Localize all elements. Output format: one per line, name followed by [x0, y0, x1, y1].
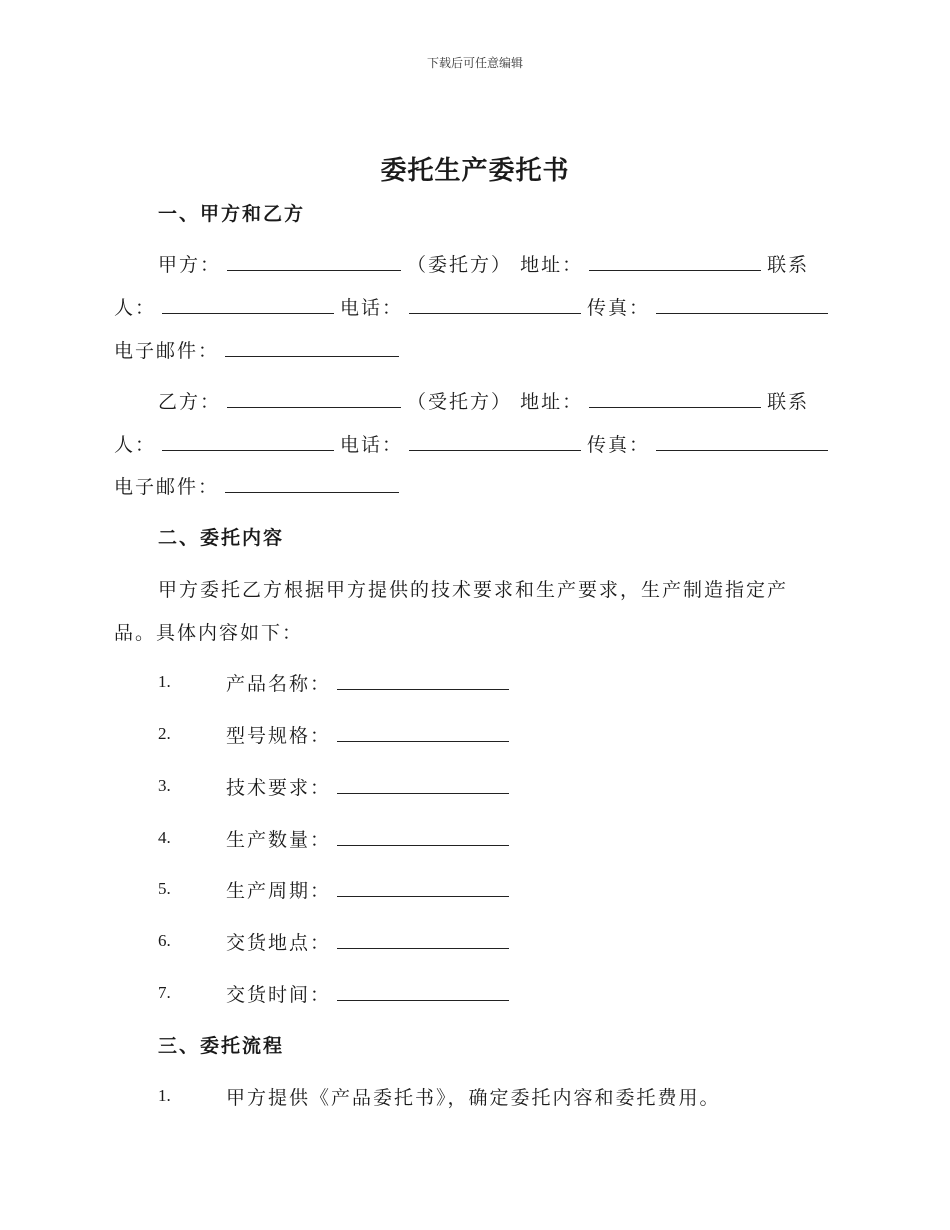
party-b-line-1 [158, 387, 809, 414]
party-a-email-field[interactable] [225, 338, 399, 357]
product-name-field[interactable] [337, 671, 509, 690]
content-paragraph-line-2: 品。具体内容如下： [114, 622, 304, 644]
item-number: 5. [158, 879, 171, 898]
party-b-email-label: 电子邮件： [114, 476, 220, 498]
party-a-fax-field[interactable] [656, 295, 828, 314]
party-b-role: （受托方） [407, 391, 513, 413]
item-number: 1. [158, 672, 171, 691]
party-b-contact-label-end: 人： [114, 434, 157, 456]
party-b-email-field[interactable] [225, 474, 399, 493]
list-item-production-cycle [226, 876, 515, 903]
party-b-address-label: 地址： [520, 391, 584, 413]
process-step-text: 甲方提供《产品委托书》，确定委托内容和委托费用。 [226, 1087, 721, 1109]
party-a-name-field[interactable] [227, 252, 401, 271]
document-title: 委托生产委托书 [380, 156, 570, 186]
party-a-line-3 [114, 336, 405, 363]
production-cycle-field[interactable] [337, 878, 509, 897]
party-b-fax-label: 传真： [587, 434, 651, 456]
party-a-phone-field[interactable] [409, 295, 581, 314]
party-a-email-label: 电子邮件： [114, 340, 220, 362]
item-number: 6. [158, 931, 171, 950]
item-number: 3. [158, 776, 171, 795]
item-label: 生产数量： [226, 829, 332, 851]
tech-requirements-field[interactable] [337, 775, 509, 794]
party-b-address-field[interactable] [589, 389, 761, 408]
party-a-line-1 [158, 250, 809, 277]
item-label: 技术要求： [226, 777, 332, 799]
model-spec-field[interactable] [337, 723, 509, 742]
list-item-production-quantity [226, 825, 515, 852]
item-label: 型号规格： [226, 725, 332, 747]
delivery-location-field[interactable] [337, 930, 509, 949]
party-a-contact-label-end: 人： [114, 297, 157, 319]
item-label: 生产周期： [226, 880, 332, 902]
production-quantity-field[interactable] [337, 827, 509, 846]
item-label: 交货地点： [226, 932, 332, 954]
list-item-delivery-location [226, 928, 515, 955]
party-a-role: （委托方） [407, 254, 513, 276]
party-a-fax-label: 传真： [587, 297, 651, 319]
party-b-contact-label-start: 联系 [767, 391, 810, 413]
party-b-contact-field[interactable] [162, 432, 334, 451]
party-a-label: 甲方： [158, 254, 222, 276]
party-b-fax-field[interactable] [656, 432, 828, 451]
party-a-contact-label-start: 联系 [767, 254, 810, 276]
party-a-contact-field[interactable] [162, 295, 334, 314]
party-a-phone-label: 电话： [340, 297, 404, 319]
item-number: 7. [158, 983, 171, 1002]
party-a-address-label: 地址： [520, 254, 584, 276]
party-b-phone-label: 电话： [340, 434, 404, 456]
item-number: 4. [158, 828, 171, 847]
party-b-phone-field[interactable] [409, 432, 581, 451]
section-heading-content: 二、委托内容 [158, 527, 285, 549]
item-label: 交货时间： [226, 984, 332, 1006]
item-number: 2. [158, 724, 171, 743]
list-item-product-name [226, 669, 515, 696]
item-label: 产品名称： [226, 673, 332, 695]
list-item-model-spec [226, 721, 515, 748]
party-a-line-2 [114, 293, 819, 320]
section-heading-parties: 一、甲方和乙方 [158, 203, 306, 225]
page-header-note: 下载后可任意编辑 [426, 56, 523, 70]
party-b-name-field[interactable] [227, 389, 401, 408]
section-heading-process: 三、委托流程 [158, 1035, 285, 1057]
delivery-time-field[interactable] [337, 982, 509, 1001]
party-b-line-3 [114, 472, 405, 499]
content-paragraph-line-1: 甲方委托乙方根据甲方提供的技术要求和生产要求，生产制造指定产 [158, 579, 789, 601]
list-item-delivery-time [226, 980, 515, 1007]
party-a-address-field[interactable] [589, 252, 761, 271]
party-b-line-2 [114, 430, 819, 457]
item-number: 1. [158, 1086, 171, 1105]
list-item-tech-requirements [226, 773, 515, 800]
party-b-label: 乙方： [158, 391, 222, 413]
